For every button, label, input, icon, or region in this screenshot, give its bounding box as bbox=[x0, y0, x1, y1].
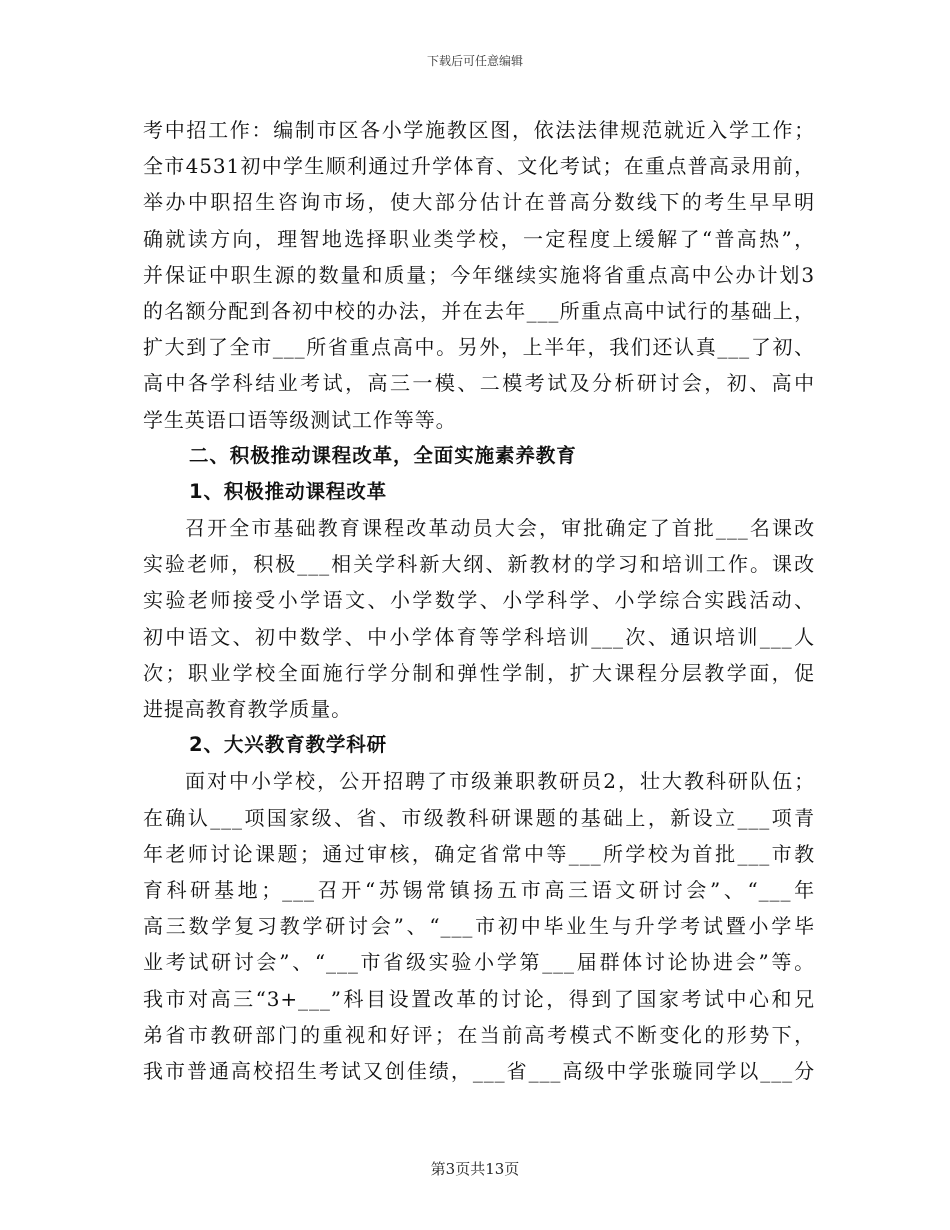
paragraph-line: 我市普通高校招生考试又创佳绩，___省___高级中学张璇同学以___分 bbox=[143, 1058, 815, 1083]
paragraph-line: 的名额分配到各初中校的办法，并在去年___所重点高中试行的基础上， bbox=[143, 298, 815, 323]
subsection-heading-1: 1、积极推动课程改革 bbox=[189, 479, 388, 503]
paragraph-line: 举办中职招生咨询市场，使大部分估计在普高分数线下的考生早早明 bbox=[143, 190, 815, 215]
paragraph-line: 高三数学复习教学研讨会”、“___市初中毕业生与升学考试暨小学毕 bbox=[143, 914, 815, 939]
page-number: 第3页共13页 bbox=[430, 1160, 520, 1178]
paragraph-line: 确就读方向，理智地选择职业类学校，一定程度上缓解了“普高热”， bbox=[143, 226, 815, 251]
paragraph-line: 初中语文、初中数学、中小学体育等学科培训___次、通识培训___人 bbox=[143, 624, 815, 649]
paragraph-line: 面对中小学校，公开招聘了市级兼职教研员2，壮大教科研队伍； bbox=[185, 769, 815, 794]
paragraph-line: 高中各学科结业考试，高三一模、二模考试及分析研讨会，初、高中 bbox=[143, 371, 815, 396]
section-heading: 二、积极推动课程改革，全面实施素养教育 bbox=[189, 443, 577, 467]
paragraph-line: 召开全市基础教育课程改革动员大会，审批确定了首批___名课改 bbox=[185, 516, 815, 541]
paragraph-line: 年老师讨论课题；通过审核，确定省常中等___所学校为首批___市教 bbox=[143, 841, 815, 866]
paragraph-line: 在确认___项国家级、省、市级教科研课题的基础上，新设立___项青 bbox=[143, 805, 815, 830]
paragraph-line: 全市4531初中学生顺利通过升学体育、文化考试；在重点普高录用前， bbox=[143, 154, 815, 179]
paragraph-line-last: 学生英语口语等级测试工作等等。 bbox=[143, 407, 457, 432]
paragraph-line: 业考试研讨会”、“___市省级实验小学第___届群体讨论协进会”等。 bbox=[143, 950, 815, 975]
paragraph-line: 次；职业学校全面施行学分制和弹性学制，扩大课程分层教学面，促 bbox=[143, 660, 815, 685]
paragraph-line: 实验老师接受小学语文、小学数学、小学科学、小学综合实践活动、 bbox=[143, 588, 815, 613]
subsection-heading-2: 2、大兴教育教学科研 bbox=[189, 733, 388, 757]
paragraph-line: 我市对高三“3+___”科目设置改革的讨论，得到了国家考试中心和兄 bbox=[143, 986, 815, 1011]
page-header: 下载后可任意编辑 bbox=[426, 54, 523, 68]
paragraph-line: 扩大到了全市___所省重点高中。另外，上半年，我们还认真___了初、 bbox=[143, 335, 815, 360]
paragraph-line-last: 进提高教育教学质量。 bbox=[143, 697, 352, 721]
paragraph-line: 育科研基地；___召开“苏锡常镇扬五市高三语文研讨会”、“___年 bbox=[143, 877, 815, 902]
document-body bbox=[143, 112, 815, 1089]
paragraph-line: 实验老师，积极___相关学科新大纲、新教材的学习和培训工作。课改 bbox=[143, 552, 815, 577]
paragraph-line: 并保证中职生源的数量和质量；今年继续实施将省重点高中公办计划3 bbox=[143, 262, 815, 287]
paragraph-line: 考中招工作：编制市区各小学施教区图，依法法律规范就近入学工作； bbox=[143, 118, 815, 142]
paragraph-line: 弟省市教研部门的重视和好评；在当前高考模式不断变化的形势下， bbox=[143, 1022, 815, 1047]
